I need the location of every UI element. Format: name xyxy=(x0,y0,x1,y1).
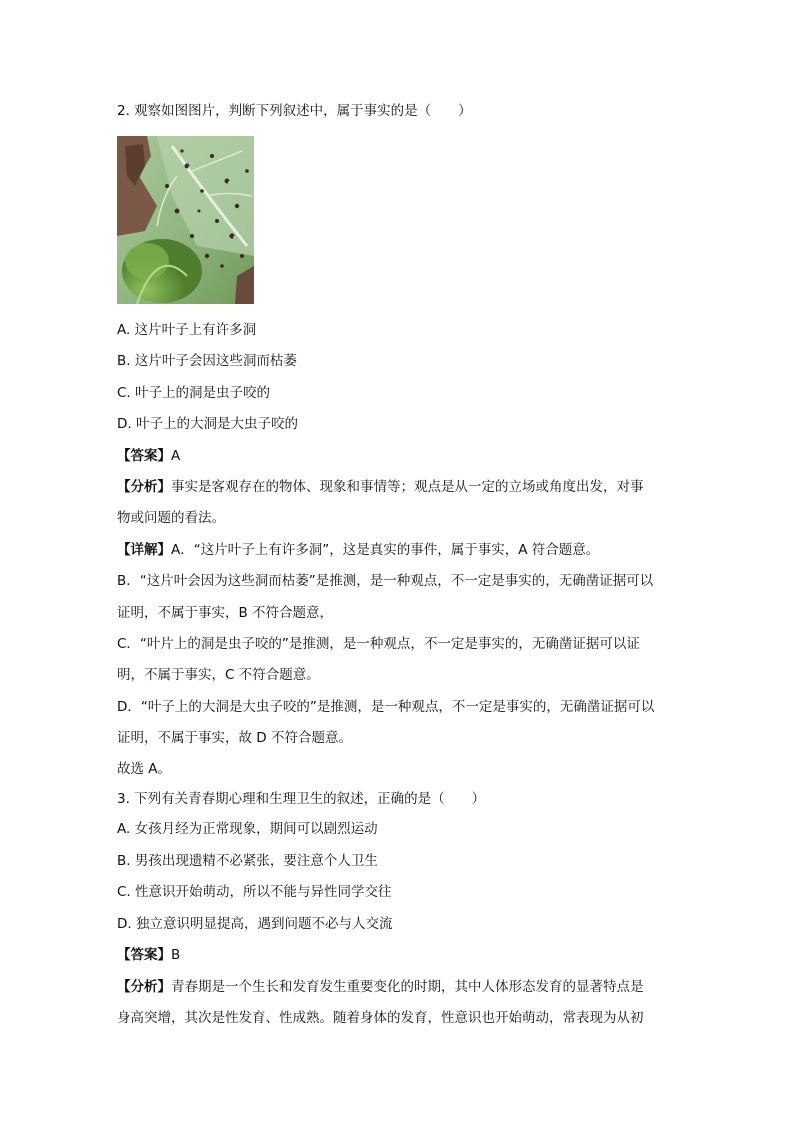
leaf-with-holes-photo xyxy=(117,136,254,304)
q3-option-a: A. 女孩月经为正常现象，期间可以剧烈运动 xyxy=(117,821,378,837)
q2-detail-label: 【详解】 xyxy=(117,542,171,558)
q3-analysis-text-1: 青春期是一个生长和发育发生重要变化的时期，其中人体形态发育的显著特点是 xyxy=(171,979,644,995)
q2-detail-line-1 xyxy=(117,540,599,560)
q2-analysis-label: 【分析】 xyxy=(117,479,171,495)
q3-option-b: B. 男孩出现遗精不必紧张，要注意个人卫生 xyxy=(117,853,378,869)
q3-analysis-line-1 xyxy=(117,977,644,997)
q2-option-d: D. 叶子上的大洞是大虫子咬的 xyxy=(117,416,298,432)
q3-answer-value: B xyxy=(171,947,181,963)
q2-analysis-line-1 xyxy=(117,477,644,497)
q2-detail-line-2: B．“这片叶会因为这些洞而枯萎”是推测，是一种观点，不一定是事实的，无确凿证据可以 xyxy=(117,573,654,589)
q3-answer xyxy=(117,945,180,965)
q2-detail-line-7: 证明，不属于事实，故 D 不符合题意。 xyxy=(117,730,352,746)
q2-option-c: C. 叶子上的洞是虫子咬的 xyxy=(117,385,271,401)
question-3-stem: 3. 下列有关青春期心理和生理卫生的叙述，正确的是（ ） xyxy=(117,791,486,807)
q2-detail-line-3: 证明，不属于事实，B 不符合题意， xyxy=(117,605,334,621)
q2-analysis-line-2: 物或问题的看法。 xyxy=(117,510,225,526)
q2-detail-text-1: A．“这片叶子上有许多洞”，这是真实的事件，属于事实，A 符合题意。 xyxy=(171,542,600,558)
q3-option-c: C. 性意识开始萌动，所以不能与异性同学交往 xyxy=(117,884,392,900)
q2-answer-label: 【答案】 xyxy=(117,448,171,464)
leaf-illustration xyxy=(117,136,254,304)
q2-answer-value: A xyxy=(171,448,181,464)
q3-answer-label: 【答案】 xyxy=(117,947,171,963)
q3-analysis-label: 【分析】 xyxy=(117,979,171,995)
q2-detail-line-8: 故选 A。 xyxy=(117,761,172,777)
q2-option-a: A. 这片叶子上有许多洞 xyxy=(117,322,257,338)
q2-detail-line-6: D．“叶子上的大洞是大虫子咬的”是推测，是一种观点，不一定是事实的，无确凿证据可以 xyxy=(117,699,655,715)
question-2-stem: 2. 观察如图图片，判断下列叙述中，属于事实的是（ ） xyxy=(117,103,472,119)
q2-option-b: B. 这片叶子会因这些洞而枯萎 xyxy=(117,353,297,369)
q2-detail-line-4: C．“叶片上的洞是虫子咬的”是推测，是一种观点，不一定是事实的，无确凿证据可以证 xyxy=(117,636,640,652)
q2-detail-line-5: 明，不属于事实，C 不符合题意。 xyxy=(117,667,320,683)
q2-answer xyxy=(117,446,180,466)
q2-analysis-text-1: 事实是客观存在的物体、现象和事情等；观点是从一定的立场或角度出发，对事 xyxy=(171,479,644,495)
q3-option-d: D. 独立意识明显提高，遇到问题不必与人交流 xyxy=(117,916,393,932)
q3-analysis-line-2: 身高突增，其次是性发育、性成熟。随着身体的发育，性意识也开始萌动，常表现为从初 xyxy=(117,1010,644,1026)
